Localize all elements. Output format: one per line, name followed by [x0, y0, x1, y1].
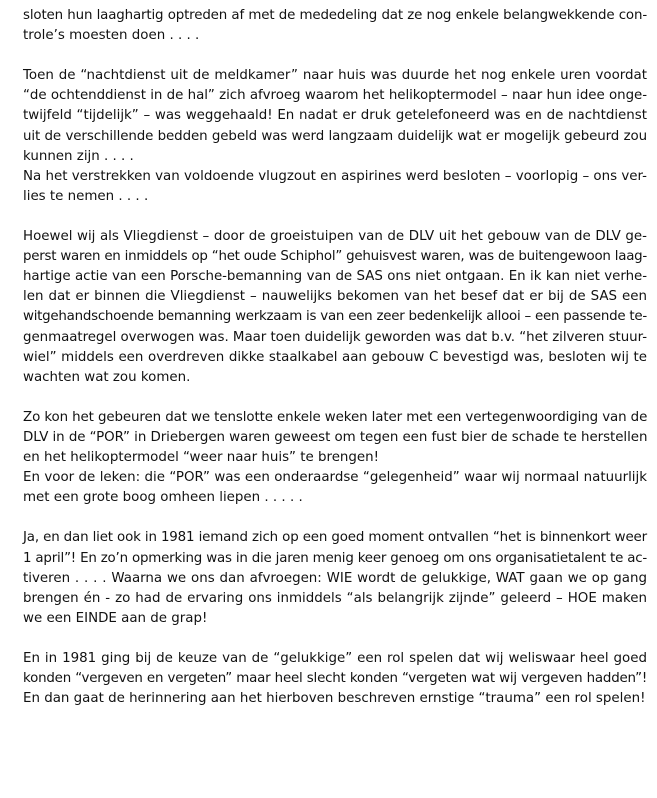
- text-line: en het helikoptermodel “weer naar huis” te brengen!: [23, 450, 380, 466]
- text-line: genmaatregel overwogen was. Maar toen duidelijk geworden was dat b.v. “het zilveren stuur-: [23, 329, 647, 345]
- text-line: “de ochtenddienst in de hal” zich afvroeg waarom het helikoptermodel – naar hun idee onge-: [23, 88, 647, 104]
- text-line: sloten hun laaghartig optreden af met de mededeling dat ze nog enkele belangwekkende con-: [23, 8, 647, 23]
- text-line: lies te nemen . . . .: [23, 188, 149, 204]
- text-line: perst waren en inmiddels op “het oude Schiphol” gehuisvest waren, was de buitengewoon laag-: [23, 249, 647, 265]
- text-line: DLV in de “POR” in Driebergen waren geweest om tegen een fust bier de schade te herstellen: [23, 429, 648, 445]
- text-line: twijfeld “tijdelijk” – was weggehaald! En nadat er druk getelefoneerd was en de nachtdienst: [23, 108, 647, 124]
- paragraph: [23, 167, 647, 207]
- text-line: konden “vergeven en vergeten” maar heel slecht konden “vergeten wat wij vergeven hadden”!: [23, 671, 647, 687]
- paragraph: [23, 528, 647, 628]
- text-line: 1 april”! En zo’n opmerking was in die jaren menig keer genoeg om ons organisatietalent te ac-: [23, 550, 647, 566]
- text-line: Toen de “nachtdienst uit de meldkamer” naar huis was duurde het nog enkele uren voordat: [23, 68, 647, 84]
- text-line: we een EINDE aan de grap!: [23, 610, 208, 626]
- text-line: tiveren . . . . Waarna we ons dan afvroegen: WIE wordt de gelukkige, WAT gaan we op gang: [23, 570, 647, 586]
- text-line: kunnen zijn . . . .: [23, 148, 134, 164]
- text-line: trole’s moesten doen . . . .: [23, 28, 200, 44]
- text-line: En voor de leken: die “POR” was een onderaardse “gelegenheid” waar wij normaal natuurlijk: [23, 470, 647, 486]
- text-line: En dan gaat de herinnering aan het hierboven beschreven ernstige “trauma” een rol spelen!: [23, 691, 646, 707]
- paragraph: [23, 408, 647, 468]
- paragraph: [23, 66, 647, 166]
- paragraph: [23, 6, 647, 46]
- document-page: [23, 6, 647, 729]
- paragraph: [23, 227, 647, 388]
- text-line: Ja, en dan liet ook in 1981 iemand zich op een goed moment ontvallen “het is binnenkort weer: [23, 530, 647, 546]
- text-line: wachten wat zou komen.: [23, 369, 191, 385]
- text-line: En in 1981 ging bij de keuze van de “gelukkige” een rol spelen dat wij weliswaar heel goed: [23, 651, 647, 666]
- text-line: met een grote boog omheen liepen . . . . .: [23, 490, 303, 506]
- text-line: uit de verschillende bedden gebeld was werd langzaam duidelijk wat er mogelijk gebeurd zou: [23, 128, 647, 144]
- text-line: brengen én - zo had de ervaring ons inmiddels “als belangrijk zijnde” geleerd – HOE maken: [23, 590, 647, 606]
- text-line: len dat er binnen die Vliegdienst – nauwelijks bekomen van het besef dat er bij de SAS een: [23, 289, 647, 305]
- text-line: hartige actie van een Porsche-bemanning van de SAS ons niet ontgaan. En ik kan niet verhe-: [23, 269, 647, 285]
- text-line: witgehandschoende bemanning werkzaam is van een zeer bedenkelijk allooi – een passende te-: [23, 309, 647, 325]
- text-line: Hoewel wij als Vliegdienst – door de groeistuipen van de DLV uit het gebouw van de DLV ge-: [23, 229, 647, 245]
- text-line: Zo kon het gebeuren dat we tenslotte enkele weken later met een vertegenwoordiging van de: [23, 409, 648, 425]
- paragraph: [23, 649, 647, 709]
- text-line: Na het verstrekken van voldoende vlugzout en aspirines werd besloten – voorlopig – ons ver-: [23, 168, 647, 184]
- text-line: wiel” middels een overdreven dikke staalkabel aan gebouw C bevestigd was, besloten wij te: [23, 349, 647, 365]
- paragraph: [23, 468, 647, 508]
